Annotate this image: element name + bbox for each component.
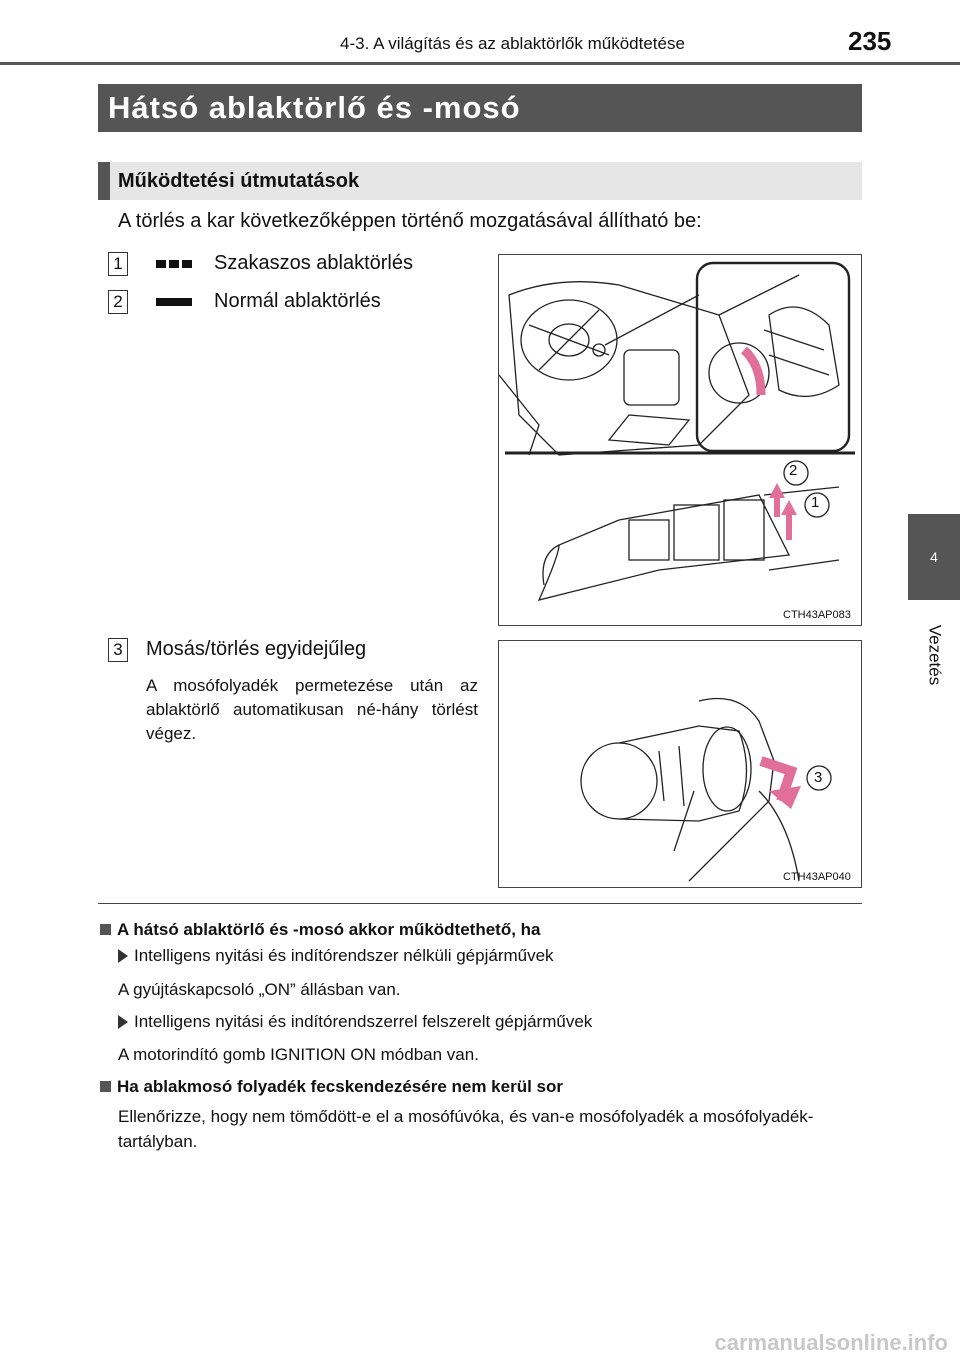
chapter-tab [908, 514, 960, 600]
note-heading-2 [100, 1077, 563, 1097]
item-label-3: Mosás/törlés egyidejűleg [146, 638, 367, 660]
triangle-bullet-icon [118, 949, 128, 963]
footer-watermark: carmanualsonline.info [714, 1330, 948, 1355]
callout-3: 3 [814, 769, 823, 786]
figure-wiper-lever-dashboard [498, 254, 862, 626]
note-heading-1 [100, 920, 541, 940]
section-subtitle-text: Működtetési útmutatások [118, 169, 360, 192]
page-title-text: Hátsó ablaktörlő és -mosó [108, 90, 521, 125]
note-line: A gyújtáskapcsoló „ON” állásban van. [118, 980, 401, 999]
callout-2: 2 [789, 462, 798, 479]
note-line: Intelligens nyitási és indítórendszer nélküli gépjárművek [134, 946, 554, 965]
figure-washer-lever [498, 640, 862, 888]
note-bullet [118, 946, 554, 966]
figure-code: CTH43AP083 [783, 609, 851, 621]
section-header: 4-3. A világítás és az ablaktörlők működtetése [340, 34, 685, 53]
notes-divider [98, 903, 862, 904]
note-line: A motorindító gomb IGNITION ON módban van. [118, 1045, 479, 1064]
callout-1: 1 [811, 494, 820, 511]
item-number-1: 1 [108, 252, 128, 276]
item-label-2: Normál ablaktörlés [214, 290, 381, 312]
item-number-3: 3 [108, 638, 128, 662]
square-bullet-icon [100, 1081, 111, 1092]
figure-code: CTH43AP040 [783, 871, 851, 883]
header-rule [0, 62, 960, 65]
page-number: 235 [848, 26, 892, 56]
item-description-3: A mosófolyadék permetezése után az ablaktörlő automatikusan né-hány törlést végez. [146, 676, 478, 743]
note-line: Intelligens nyitási és indítórendszerrel felszerelt gépjárművek [134, 1012, 593, 1031]
wiper-lever-illustration [499, 255, 861, 625]
chapter-tab-label [914, 610, 954, 700]
note-line: Ellenőrizze, hogy nem tömődött-e el a mosófúvóka, és van-e mosófolyadék a mosófolyadék-tartályban. [118, 1107, 814, 1151]
chapter-number: 4 [930, 549, 938, 565]
item-label-1: Szakaszos ablaktörlés [214, 252, 413, 274]
chapter-label: Vezetés [925, 624, 944, 686]
item-number-2: 2 [108, 290, 128, 314]
triangle-bullet-icon [118, 1015, 128, 1029]
section-subtitle [98, 162, 862, 200]
page-title [98, 84, 862, 132]
note-bullet [118, 1012, 592, 1032]
square-bullet-icon [100, 924, 111, 935]
dashed-bar-icon [156, 260, 192, 268]
note-heading-1-text: A hátsó ablaktörlő és -mosó akkor működtethető, ha [117, 920, 541, 939]
note-heading-2-text: Ha ablakmosó folyadék fecskendezésére nem kerül sor [117, 1077, 563, 1096]
washer-lever-illustration [499, 641, 861, 887]
solid-bar-icon [156, 298, 192, 306]
intro-text: A törlés a kar következőképpen történő mozgatásával állítható be: [118, 210, 702, 232]
